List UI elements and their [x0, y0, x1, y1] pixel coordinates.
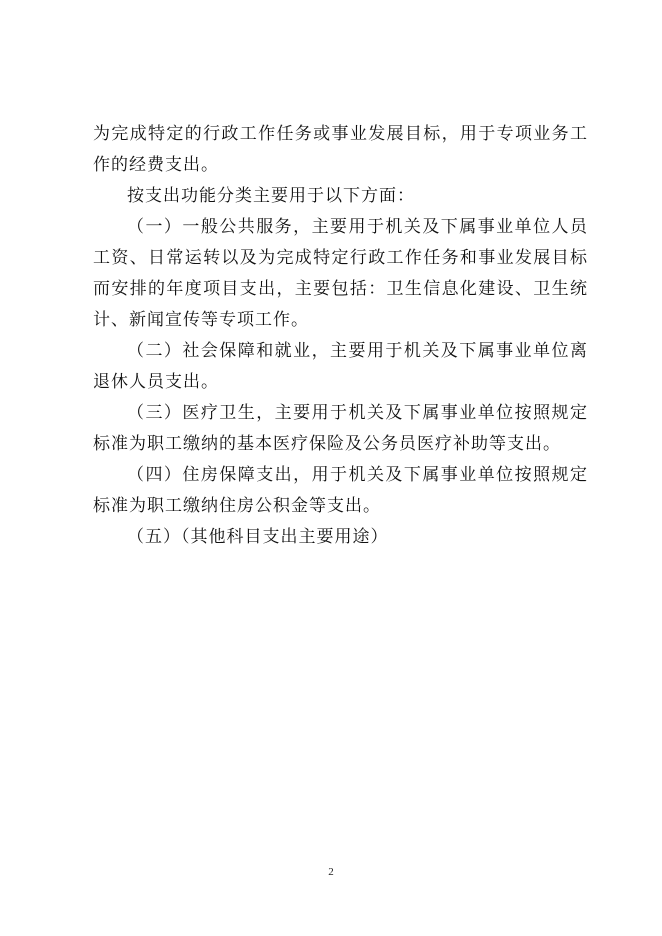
paragraph-item-5-other-subjects: （五）（其他科目支出主要用途） — [127, 527, 389, 547]
paragraph-item-1-general-public-services: （一）一般公共服务，主要用于机关及下属事业单位人员工资、日常运转以及为完成特定行政工作任务和事业发展目标而安排的年度项目支出，主要包括：卫生信息化建设、卫生统计、新闻宣传等专项工作。 — [93, 217, 588, 330]
paragraph-item-4-housing-security: （四）住房保障支出，用于机关及下属事业单位按照规定标准为职工缴纳住房公积金等支出。 — [93, 465, 588, 516]
page-number: 2 — [328, 866, 334, 878]
document-body — [93, 119, 588, 553]
paragraph-functional-classification-intro: 按支出功能分类主要用于以下方面： — [127, 186, 415, 206]
paragraph-continuation: 为完成特定的行政工作任务或事业发展目标，用于专项业务工作的经费支出。 — [93, 124, 588, 175]
paragraph-item-2-social-security: （二）社会保障和就业，主要用于机关及下属事业单位离退休人员支出。 — [93, 341, 588, 392]
paragraph-item-3-health-care: （三）医疗卫生，主要用于机关及下属事业单位按照规定标准为职工缴纳的基本医疗保险及公务员医疗补助等支出。 — [93, 403, 588, 454]
